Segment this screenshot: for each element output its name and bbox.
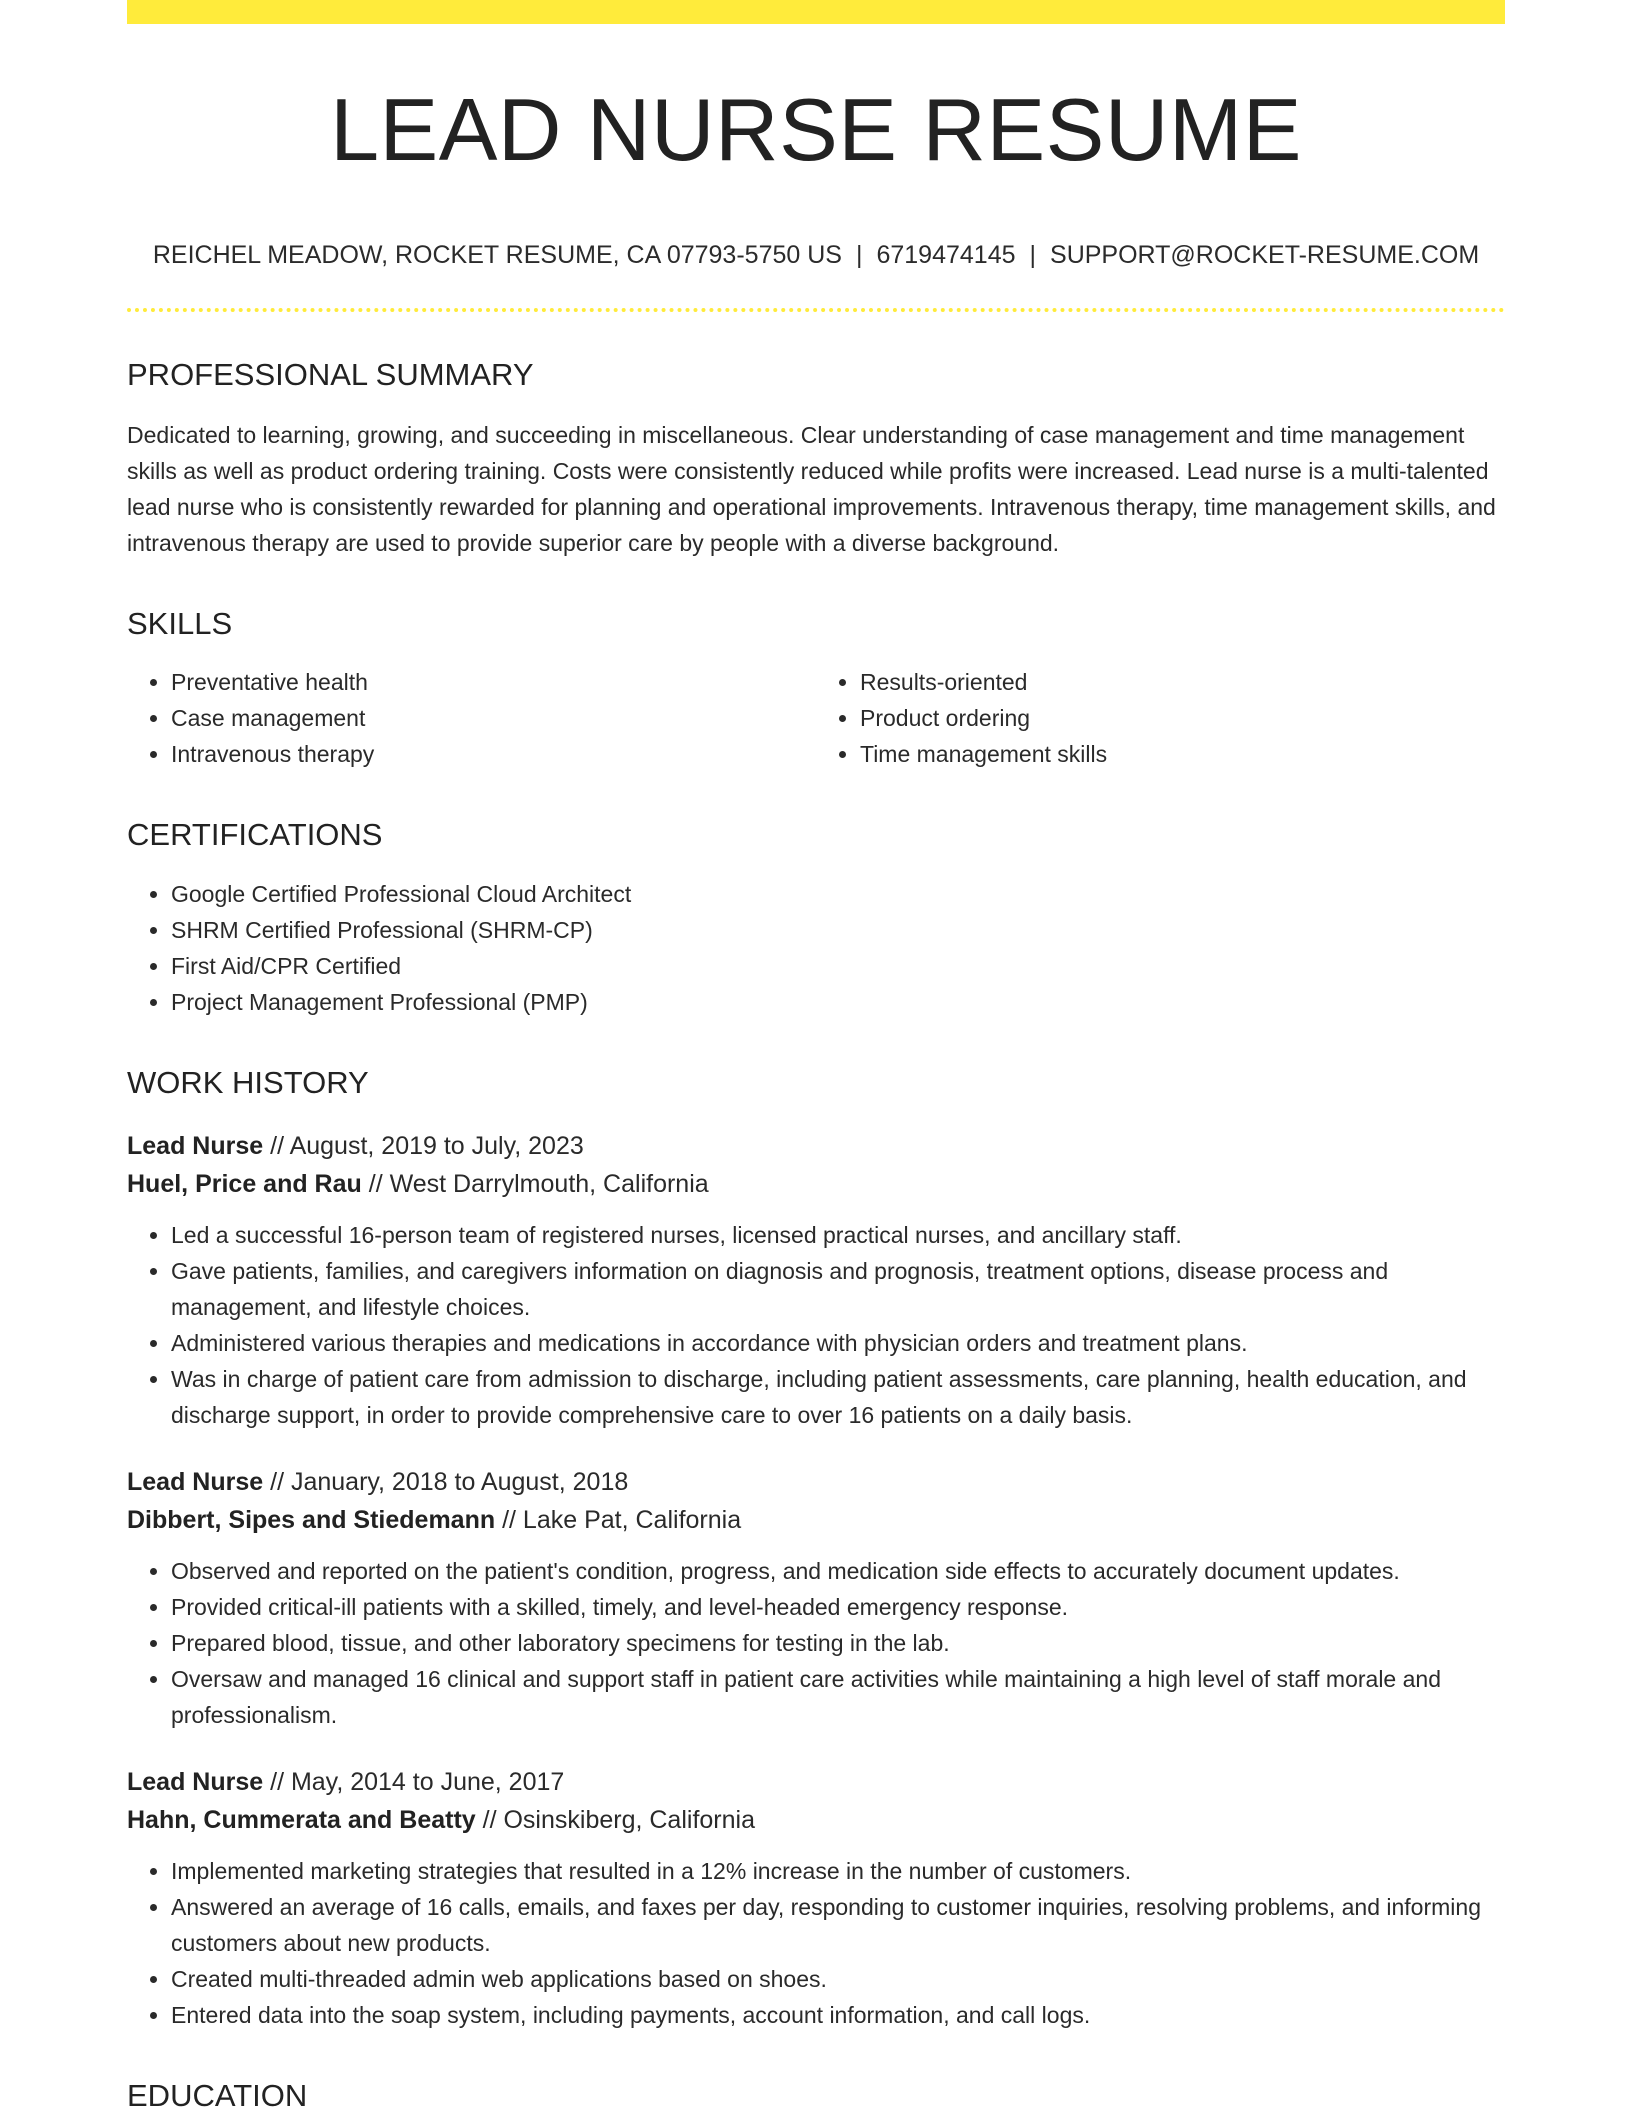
job-bullets: [127, 1853, 1505, 2033]
certification-item: • First Aid/CPR Certified: [171, 948, 1505, 984]
dotted-divider: [127, 308, 1505, 312]
skill-item: • Preventative health: [171, 664, 816, 700]
job-entry: [127, 1127, 1505, 1433]
skill-item: • Time management skills: [860, 736, 1505, 772]
job-entry: [127, 1463, 1505, 1733]
certifications-list: [127, 876, 1505, 1020]
job-company-line: [127, 1165, 1505, 1203]
job-bullet: • Provided critical-ill patients with a skilled, timely, and level-headed emergency response.: [171, 1589, 1505, 1625]
contact-email[interactable]: SUPPORT@ROCKET-RESUME.COM: [1050, 241, 1480, 269]
job-bullet: • Administered various therapies and medications in accordance with physician orders and treatment plans.: [171, 1325, 1505, 1361]
contact-line: [127, 240, 1505, 270]
skill-item: • Case management: [171, 700, 816, 736]
job-company-line: [127, 1801, 1505, 1839]
work-history-heading: WORK HISTORY: [127, 1064, 369, 1100]
education-heading: EDUCATION: [127, 2077, 308, 2113]
contact-separator: |: [1029, 241, 1037, 269]
skills-list-right: [816, 664, 1505, 772]
job-bullet: • Led a successful 16-person team of registered nurses, licensed practical nurses, and ancillary staff.: [171, 1217, 1505, 1253]
job-dates: // August, 2019 to July, 2023: [263, 1131, 584, 1160]
job-bullets: [127, 1217, 1505, 1433]
skills-grid: [127, 642, 1505, 772]
skill-item: • Results-oriented: [860, 664, 1505, 700]
job-title: Lead Nurse: [127, 1767, 264, 1796]
job-title-line: [127, 1763, 1505, 1801]
certifications-heading: CERTIFICATIONS: [127, 817, 383, 853]
resume-title: LEAD NURSE RESUME: [330, 80, 1302, 179]
accent-top-bar: [127, 0, 1505, 24]
summary-text: Dedicated to learning, growing, and succeeding in miscellaneous. Clear understanding of case management and time management skills as well as product ordering training. Costs were consistently reduced while profits were increased. Lead nurse is a multi-talented lead nurse who is consistently rewarded for planning and operational improvements. Intravenous therapy, time management skills, and intravenous therapy are used to provide superior care by people with a diverse background.: [127, 422, 1496, 557]
skills-list-left: [127, 664, 816, 772]
job-location: // West Darrylmouth, California: [361, 1169, 709, 1198]
job-location: // Lake Pat, California: [495, 1505, 742, 1534]
job-bullets: [127, 1553, 1505, 1733]
job-bullet: • Entered data into the soap system, including payments, account information, and call logs.: [171, 1997, 1505, 2033]
job-location: // Osinskiberg, California: [475, 1805, 755, 1834]
job-title: Lead Nurse: [127, 1131, 264, 1160]
job-bullet: • Prepared blood, tissue, and other laboratory specimens for testing in the lab.: [171, 1625, 1505, 1661]
contact-address: REICHEL MEADOW, ROCKET RESUME, CA 07793-5750 US: [152, 241, 842, 269]
skill-item: • Intravenous therapy: [171, 736, 816, 772]
certification-item: • Google Certified Professional Cloud Architect: [171, 876, 1505, 912]
job-title-line: [127, 1463, 1505, 1501]
job-bullet: • Gave patients, families, and caregivers information on diagnosis and prognosis, treatment options, disease process and management, and lifestyle choices.: [171, 1253, 1505, 1325]
job-company: Dibbert, Sipes and Stiedemann: [127, 1505, 496, 1534]
certification-item: • Project Management Professional (PMP): [171, 984, 1505, 1020]
job-company: Huel, Price and Rau: [127, 1169, 362, 1198]
job-bullet: • Implemented marketing strategies that resulted in a 12% increase in the number of customers.: [171, 1853, 1505, 1889]
job-bullet: • Created multi-threaded admin web applications based on shoes.: [171, 1961, 1505, 1997]
job-bullet: • Was in charge of patient care from admission to discharge, including patient assessments, care planning, health education, and discharge support, in order to provide comprehensive care to over 16 patients on a daily basis.: [171, 1361, 1505, 1433]
skills-heading: SKILLS: [127, 606, 233, 642]
job-dates: // January, 2018 to August, 2018: [263, 1467, 629, 1496]
job-bullet: • Oversaw and managed 16 clinical and support staff in patient care activities while maintaining a high level of staff morale and professionalism.: [171, 1661, 1505, 1733]
job-company-line: [127, 1501, 1505, 1539]
job-title-line: [127, 1127, 1505, 1165]
job-dates: // May, 2014 to June, 2017: [263, 1767, 565, 1796]
job-entry: [127, 1763, 1505, 2033]
job-bullet: • Answered an average of 16 calls, emails, and faxes per day, responding to customer inquiries, resolving problems, and informing customers about new products.: [171, 1889, 1505, 1961]
certification-item: • SHRM Certified Professional (SHRM-CP): [171, 912, 1505, 948]
contact-phone: 6719474145: [876, 241, 1016, 269]
resume-page: [127, 0, 1505, 2114]
job-title: Lead Nurse: [127, 1467, 264, 1496]
job-bullet: • Observed and reported on the patient's condition, progress, and medication side effects to accurately document updates.: [171, 1553, 1505, 1589]
summary-heading: PROFESSIONAL SUMMARY: [127, 357, 534, 392]
skill-item: • Product ordering: [860, 700, 1505, 736]
contact-separator: |: [855, 241, 863, 269]
job-company: Hahn, Cummerata and Beatty: [127, 1805, 476, 1834]
